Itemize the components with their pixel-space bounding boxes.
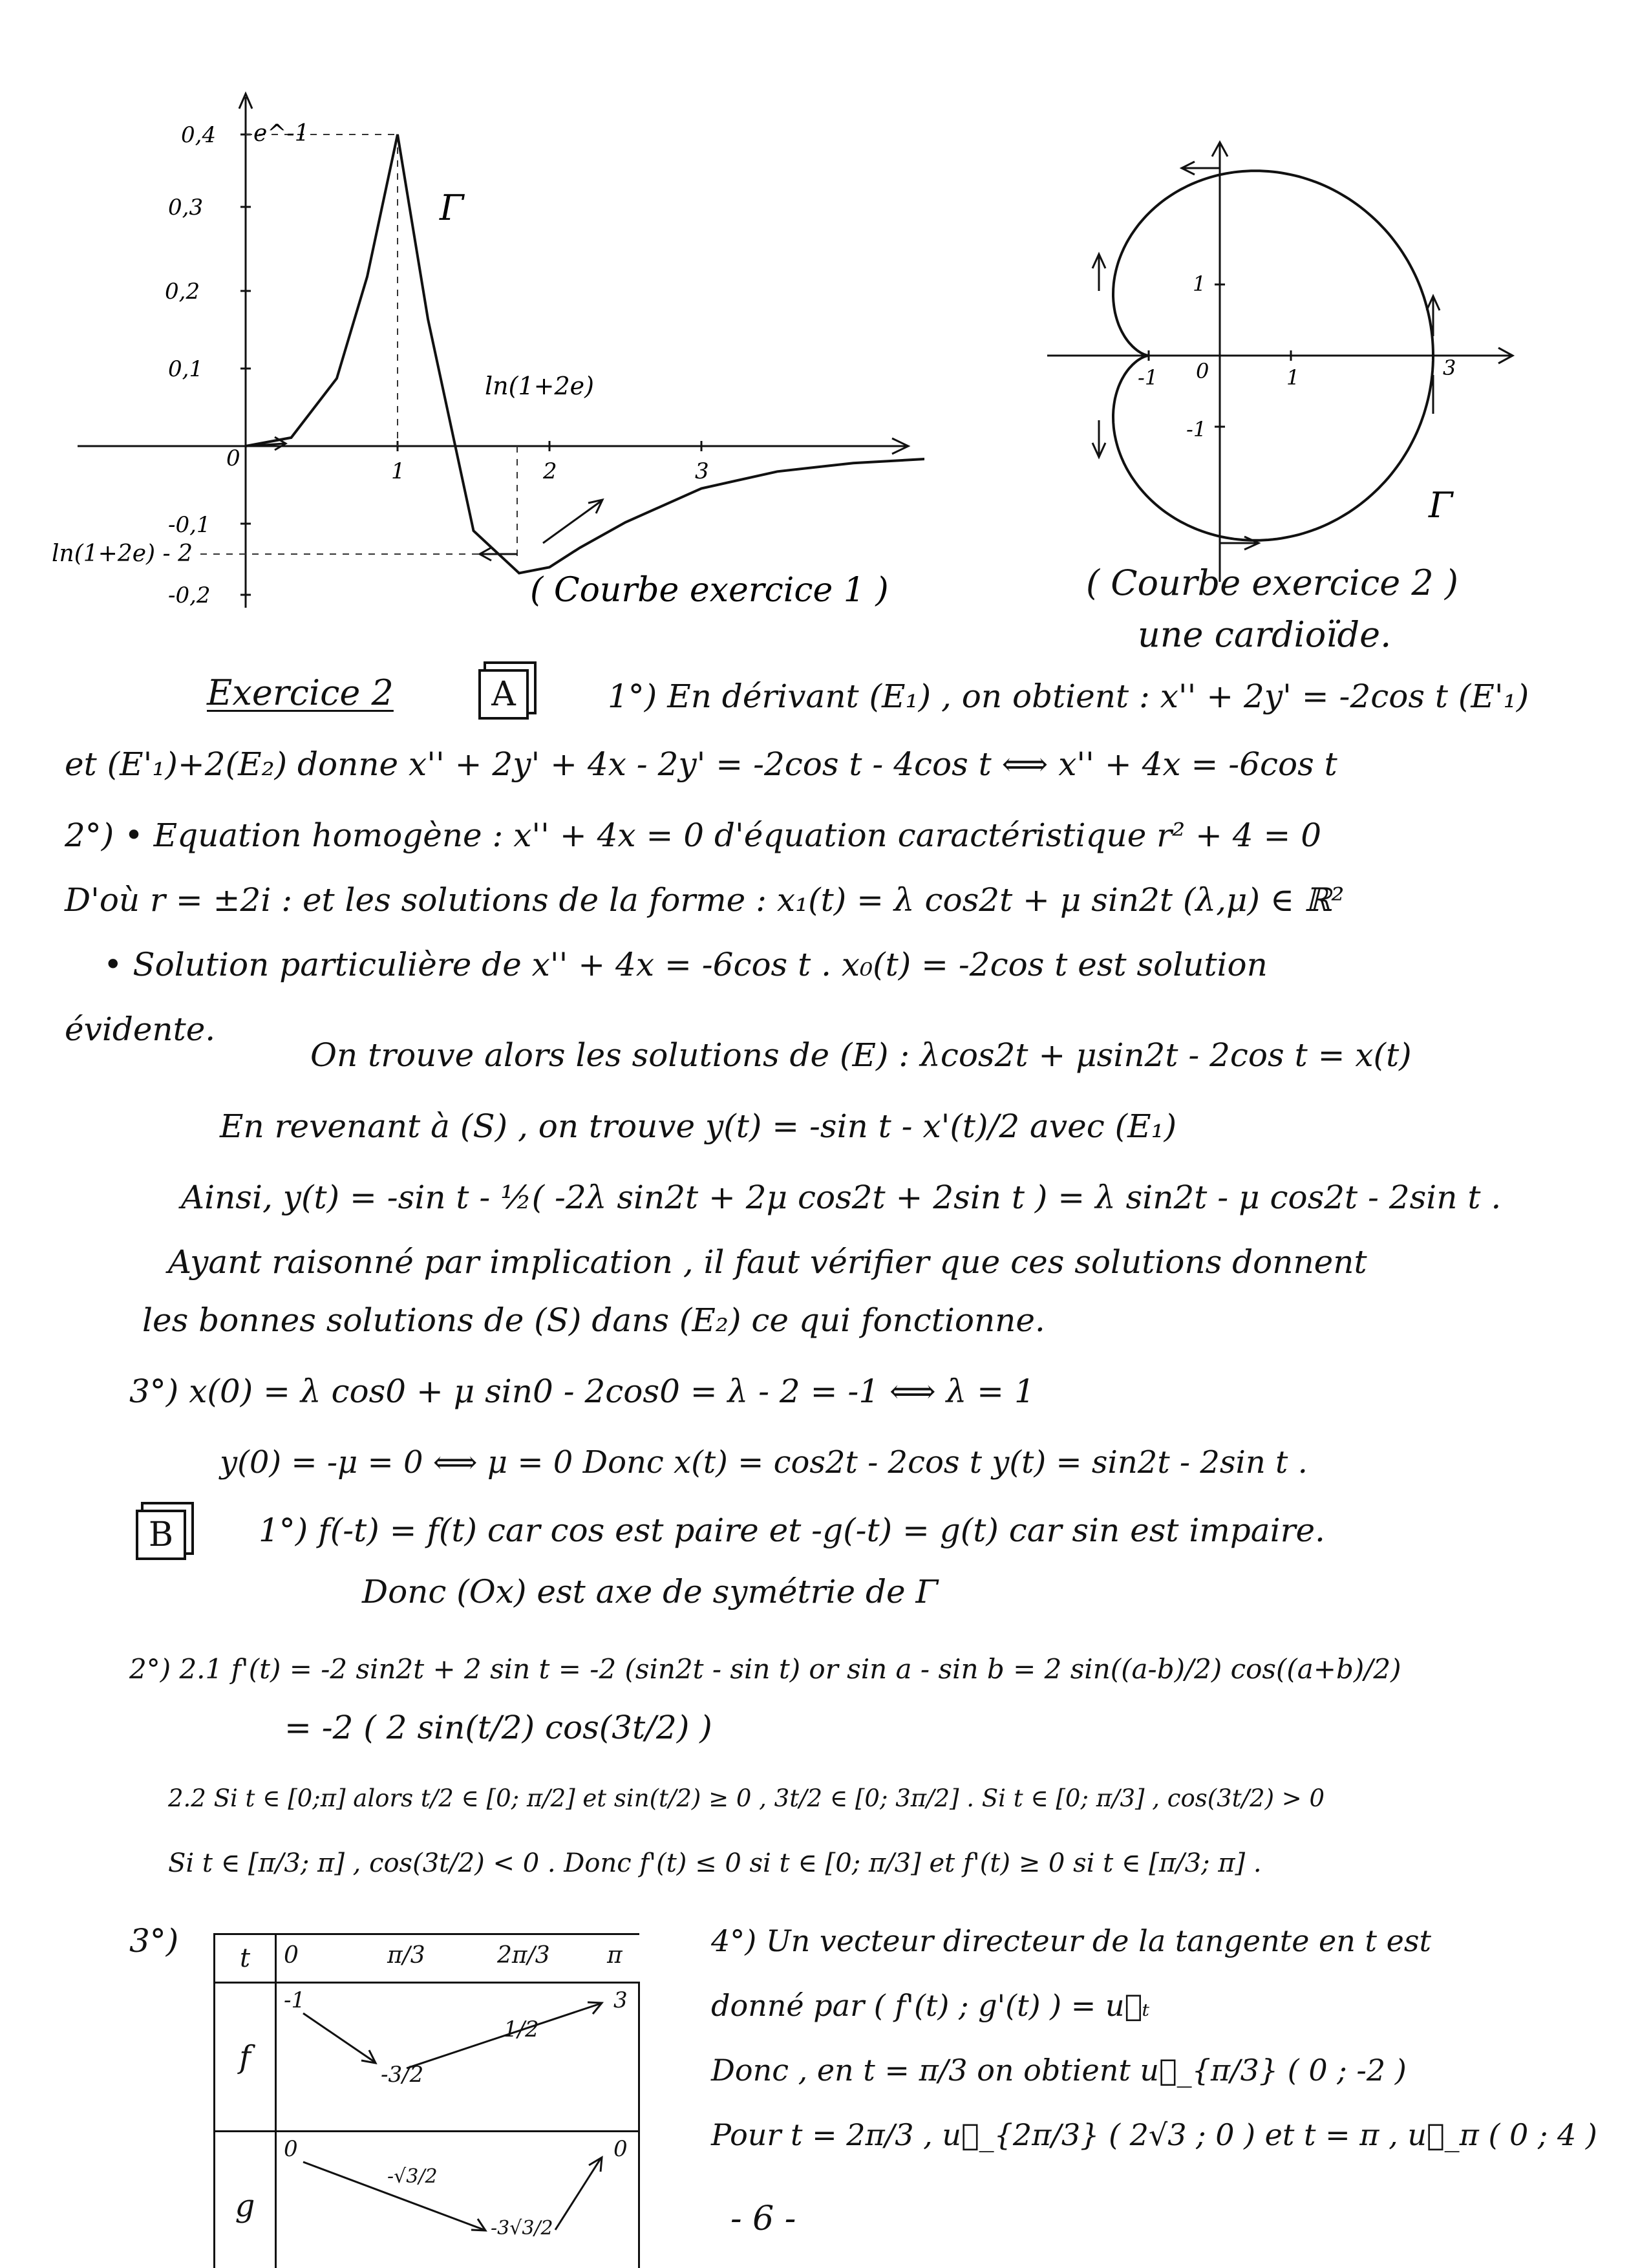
graph1-guides (200, 134, 517, 556)
graph2-ytick: 1 (1193, 272, 1206, 296)
text-line: 3°) (129, 1922, 179, 1960)
q4-line: Donc , en t = π/3 on obtient u⃗_{π/3} ( 0 ; -2 ) (711, 2053, 1407, 2088)
g-value: 0 (284, 2136, 298, 2162)
f-value: -3/2 (381, 2062, 424, 2088)
text-line: En revenant à (S) , on trouve y(t) = -sin t - x'(t)/2 avec (E₁) (220, 1107, 1177, 1145)
q4-line: 4°) Un vecteur directeur de la tangente en t est (711, 1923, 1431, 1958)
exercise-title: Exercice 2 (207, 672, 394, 713)
text-line: évidente. (65, 1011, 216, 1048)
q4-line: donné par ( f'(t) ; g'(t) ) = u⃗ₜ (711, 1988, 1150, 2023)
graph1-ytick: 0,1 (168, 356, 204, 382)
table-header: π (607, 1942, 623, 1969)
text-line: Si t ∈ [π/3; π] , cos(3t/2) < 0 . Donc f'(t) ≤ 0 si t ∈ [0; π/3] et f'(t) ≥ 0 si t ∈ [π/3; π] . (168, 1848, 1262, 1878)
text-line: • Solution particulière de x'' + 4x = -6cos t . x₀(t) = -2cos t est solution (103, 946, 1268, 983)
variation-table (213, 1933, 640, 2268)
graph2-xtick: 3 (1443, 356, 1456, 380)
g-value: 0 (613, 2136, 628, 2162)
g-value: -3√3/2 (491, 2217, 553, 2240)
graph1-caption: ( Courbe exercice 1 ) (530, 571, 889, 610)
text-line: 3°) x(0) = λ cos0 + μ sin0 - 2cos0 = λ - 2 = -1 ⟺ λ = 1 (129, 1373, 1035, 1410)
table-header: π/3 (387, 1942, 425, 1969)
text-line: Ainsi, y(t) = -sin t - ½( -2λ sin2t + 2μ cos2t + 2sin t ) = λ sin2t - μ cos2t - 2sin t . (181, 1179, 1502, 1216)
graph1-xtick: 2 (543, 458, 557, 484)
graph2-xtick: 0 (1196, 359, 1209, 383)
graph1-ytick: -0,2 (168, 583, 211, 608)
table-header: 0 (284, 1942, 299, 1969)
row-label-g: g (215, 2132, 276, 2268)
graph1-ytick: -0,1 (168, 512, 211, 538)
text-line: 1°) f(-t) = f(t) car cos est paire et -g(-t) = g(t) car sin est impaire. (259, 1512, 1325, 1549)
graph2-xtick: 1 (1286, 365, 1300, 390)
text-line: D'où r = ±2i : et les solutions de la forme : x₁(t) = λ cos2t + μ sin2t (λ,μ) ∈ ℝ² (65, 881, 1345, 919)
graph2-xtick: -1 (1138, 365, 1158, 390)
text-line: Ayant raisonné par implication , il faut vérifier que ces solutions donnent (168, 1243, 1367, 1281)
text-line: 2.2 Si t ∈ [0;π] alors t/2 ∈ [0; π/2] et sin(t/2) ≥ 0 , 3t/2 ∈ [0; 3π/2] . Si t ∈ [0; π/3] , cos(3t/2) > 0 (168, 1784, 1325, 1812)
graph2-caption: ( Courbe exercice 2 ) (1086, 562, 1458, 603)
graph2-caption-2: une cardioïde. (1138, 614, 1392, 655)
f-value: -1 (284, 1987, 306, 2013)
graph1-bottom-marker: ln(1+2e) - 2 (52, 540, 193, 567)
f-arrows (277, 1984, 639, 2130)
part-a-label: A (478, 669, 529, 720)
text-line: 2°) • Equation homogène : x'' + 4x = 0 d'équation caractéristique r² + 4 = 0 (65, 817, 1322, 854)
graph1-annotation: ln(1+2e) (485, 372, 594, 400)
f-value: 1/2 (504, 2017, 539, 2042)
graph1-xtick: 3 (695, 458, 709, 484)
table-header: 2π/3 (497, 1942, 550, 1969)
text-line: On trouve alors les solutions de (E) : λcos2t + μsin2t - 2cos t = x(t) (310, 1036, 1412, 1074)
graph1-ytick: 0,3 (168, 195, 204, 220)
text-line: = -2 ( 2 sin(t/2) cos(3t/2) ) (284, 1709, 712, 1746)
part-b-label: B (136, 1510, 186, 1560)
text-line: y(0) = -μ = 0 ⟺ μ = 0 Donc x(t) = cos2t - 2cos t y(t) = sin2t - 2sin t . (220, 1444, 1308, 1481)
graph1-ytick: 0,2 (165, 279, 200, 305)
g-value: -√3/2 (387, 2165, 438, 2188)
graph-exercice-1 (52, 78, 924, 640)
graph1-curve (246, 134, 924, 573)
q4-line: Pour t = 2π/3 , u⃗_{2π/3} ( 2√3 ; 0 ) et t = π , u⃗_π ( 0 ; 4 ) (711, 2117, 1597, 2152)
f-value: 3 (613, 1987, 628, 2013)
graph2-curve-label: Γ (1429, 485, 1453, 526)
table-header: t (215, 1934, 276, 1983)
graph1-xtick: 1 (391, 458, 405, 484)
graph1-curve-label: Γ (440, 187, 464, 228)
page-number: - 6 - (730, 2199, 796, 2238)
text-line: et (E'₁)+2(E₂) donne x'' + 2y' + 4x - 2y' = -2cos t - 4cos t ⟺ x'' + 4x = -6cos t (65, 745, 1337, 783)
text-line: 1°) En dérivant (E₁) , on obtient : x'' + 2y' = -2cos t (E'₁) (608, 678, 1529, 715)
graph2-ytick: -1 (1186, 417, 1207, 442)
graph1-top-marker: e^-1 (253, 120, 310, 147)
graph1-xtick: 0 (226, 445, 240, 471)
text-line: les bonnes solutions de (S) dans (E₂) ce qui fonctionne. (142, 1301, 1045, 1339)
g-arrows (277, 2133, 639, 2268)
graph1-ytick: 0,4 (181, 122, 217, 148)
row-label-f: f (215, 1983, 276, 2132)
text-line: 2°) 2.1 f'(t) = -2 sin2t + 2 sin t = -2 (sin2t - sin t) or sin a - sin b = 2 sin((a-b)/2) cos((a+b)/2) (129, 1653, 1401, 1685)
graph1-tangent-arrows (246, 437, 602, 561)
text-line: Donc (Ox) est axe de symétrie de Γ (362, 1573, 939, 1610)
